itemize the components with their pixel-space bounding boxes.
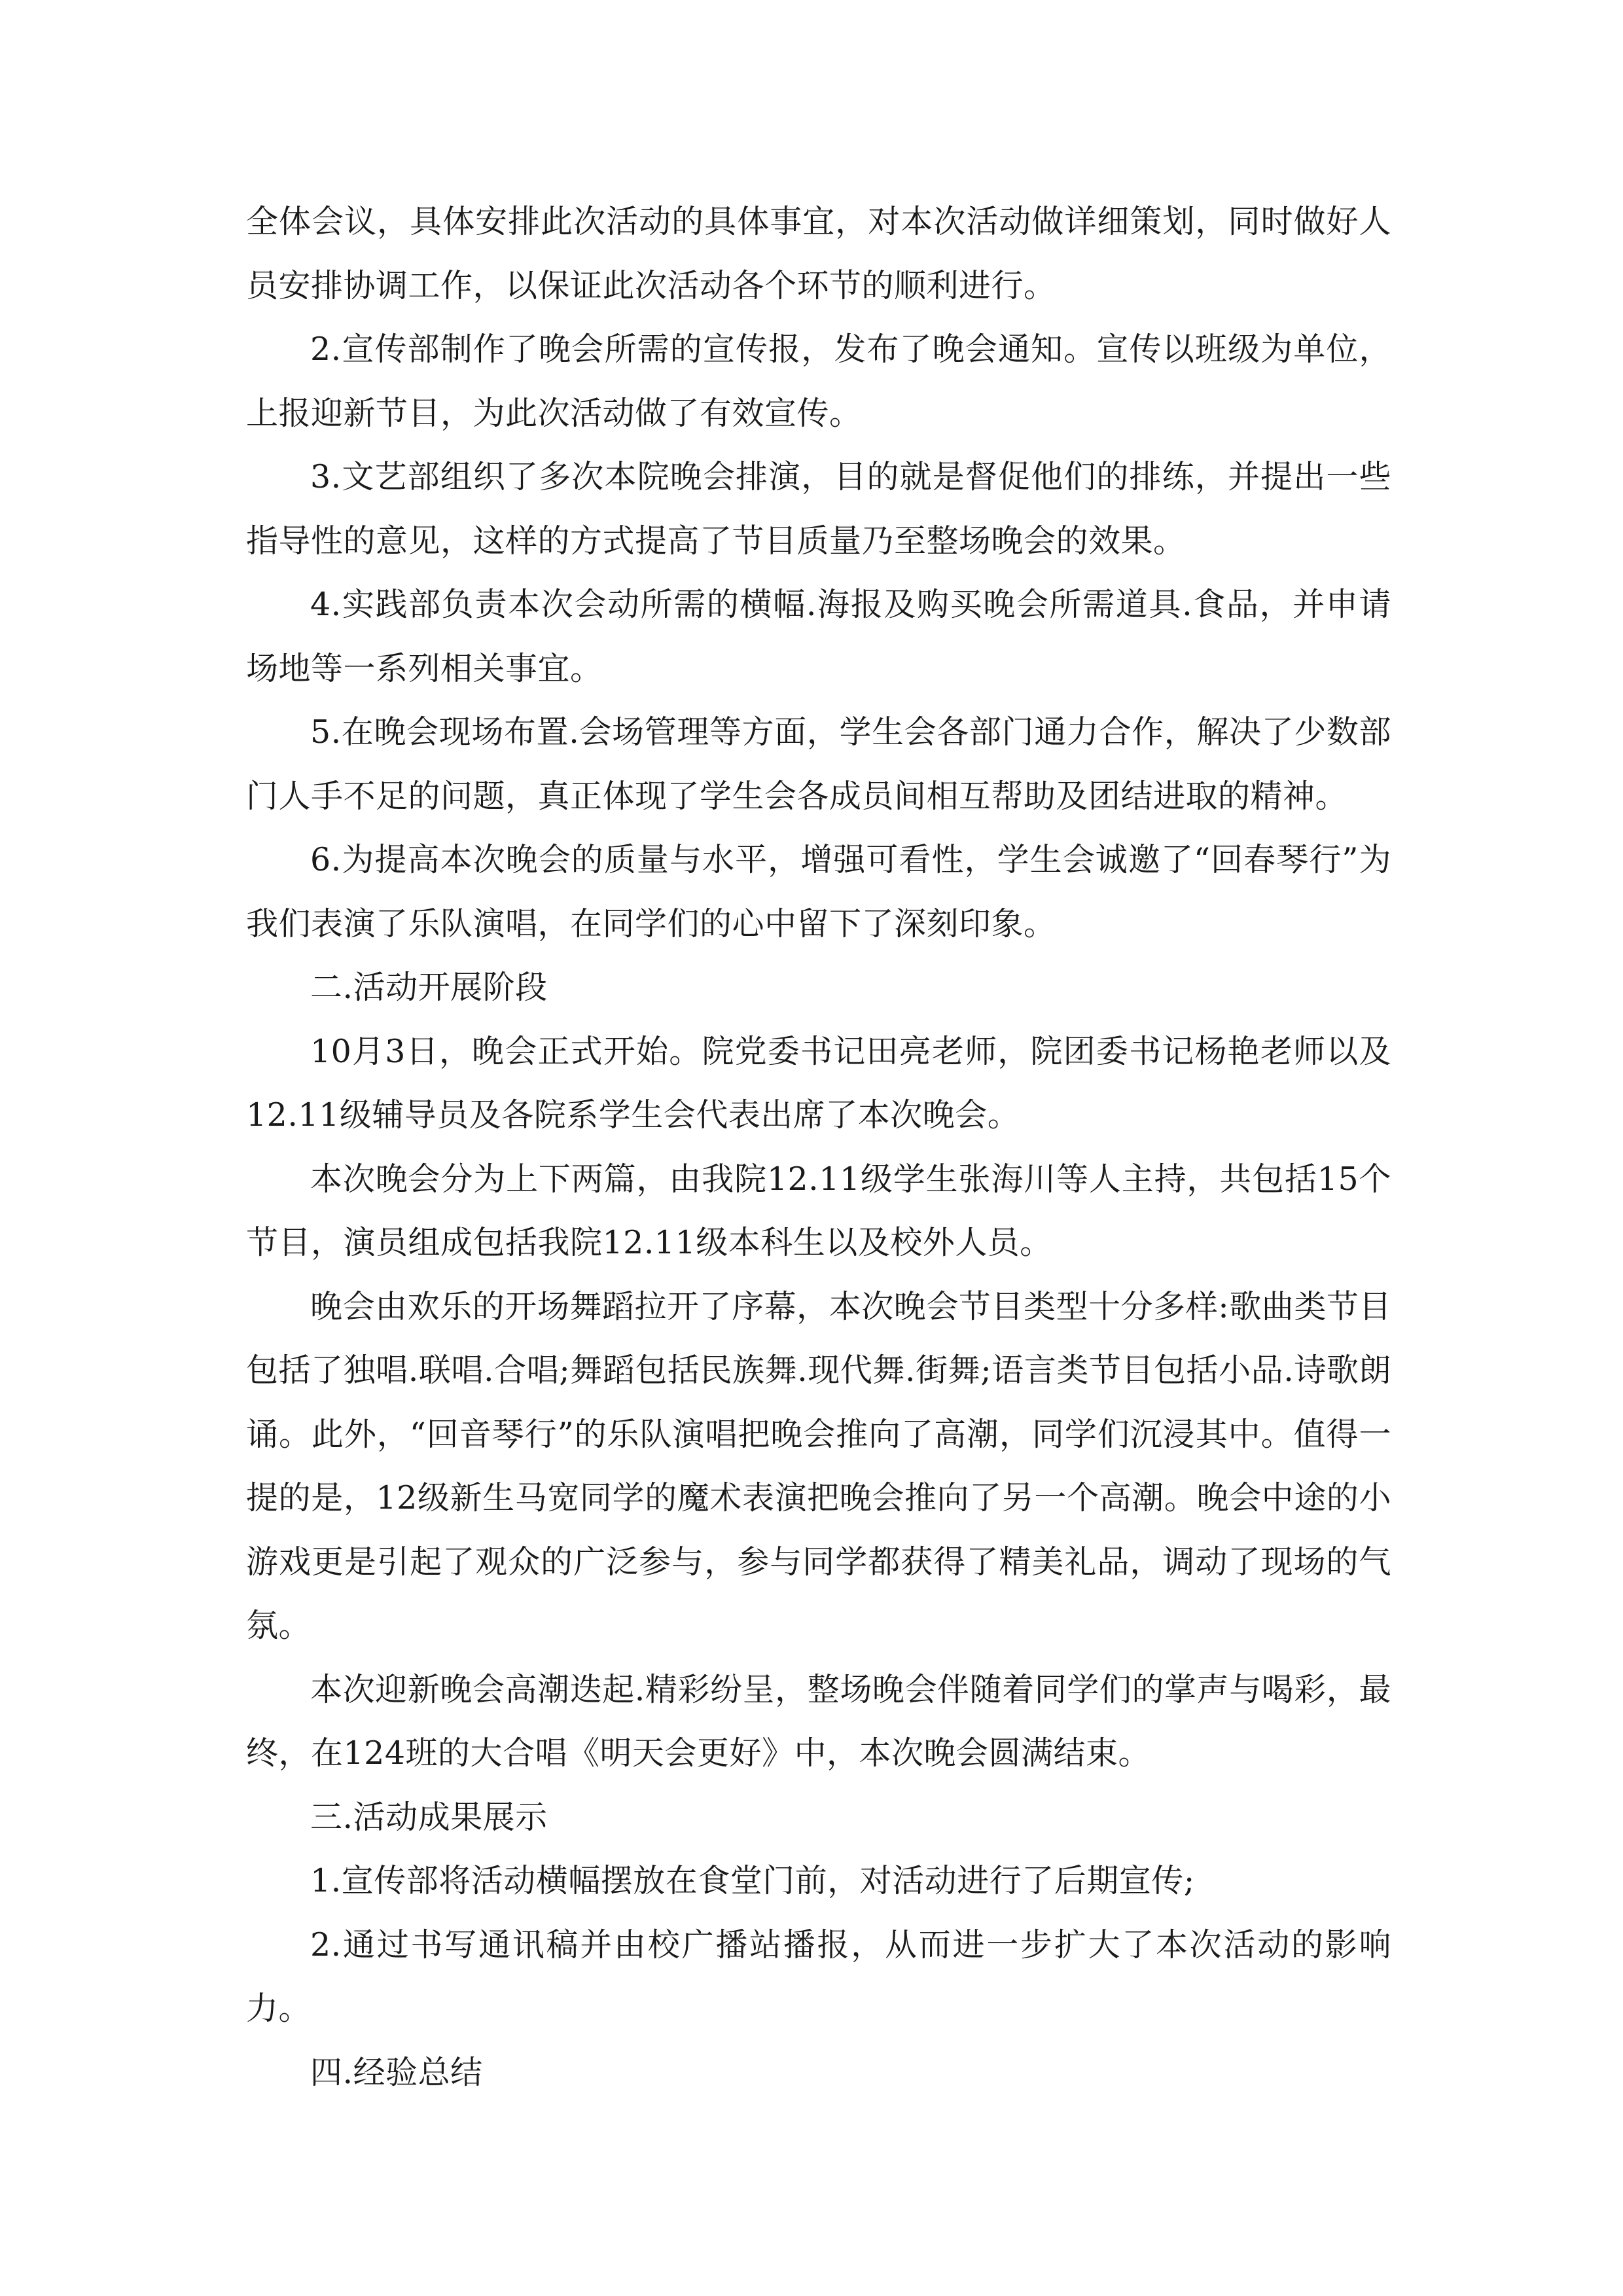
section-heading: 二.活动开展阶段 xyxy=(310,969,548,1006)
paragraph: 4.实践部负责本次会动所需的横幅.海报及购买晚会所需道具.食品，并申请场地等一系列相关事宜。 xyxy=(246,586,1391,687)
paragraph: 10月3日，晚会正式开始。院党委书记田亮老师，院团委书记杨艳老师以及12.11级辅导员及各院系学生会代表出席了本次晚会。 xyxy=(246,1032,1391,1134)
paragraph: 1.宣传部将活动横幅摆放在食堂门前，对活动进行了后期宣传; xyxy=(310,1862,1195,1899)
section-heading: 三.活动成果展示 xyxy=(310,1798,548,1836)
paragraph: 本次晚会分为上下两篇，由我院12.11级学生张海川等人主持，共包括15个节目，演员组成包括我院12.11级本科生以及校外人员。 xyxy=(246,1160,1391,1261)
paragraph: 5.在晚会现场布置.会场管理等方面，学生会各部门通力合作，解决了少数部门人手不足的问题，真正体现了学生会各成员间相互帮助及团结进取的精神。 xyxy=(246,713,1391,815)
document-body xyxy=(246,190,1391,2104)
paragraph: 晚会由欢乐的开场舞蹈拉开了序幕，本次晚会节目类型十分多样:歌曲类节目包括了独唱.联唱.合唱;舞蹈包括民族舞.现代舞.街舞;语言类节目包括小品.诗歌朗诵。此外，“回音琴行”的乐队演唱把晚会推向了高潮，同学们沉浸其中。值得一提的是，12级新生马宽同学的魔术表演把晚会推向了另一个高潮。晚会中途的小游戏更是引起了观众的广泛参与，参与同学都获得了精美礼品，调动了现场的气氛。 xyxy=(246,1287,1391,1644)
section-heading: 四.经验总结 xyxy=(310,2053,483,2091)
paragraph: 3.文艺部组织了多次本院晚会排演，目的就是督促他们的排练，并提出一些指导性的意见，这样的方式提高了节目质量乃至整场晚会的效果。 xyxy=(246,458,1391,560)
paragraph: 2.宣传部制作了晚会所需的宣传报，发布了晚会通知。宣传以班级为单位，上报迎新节目，为此次活动做了有效宣传。 xyxy=(246,331,1391,432)
paragraph: 本次迎新晚会高潮迭起.精彩纷呈，整场晚会伴随着同学们的掌声与喝彩，最终，在124班的大合唱《明天会更好》中，本次晚会圆满结束。 xyxy=(246,1670,1391,1772)
paragraph: 6.为提高本次晚会的质量与水平，增强可看性，学生会诚邀了“回春琴行”为我们表演了乐队演唱，在同学们的心中留下了深刻印象。 xyxy=(246,841,1391,942)
paragraph: 全体会议，具体安排此次活动的具体事宜，对本次活动做详细策划，同时做好人员安排协调工作，以保证此次活动各个环节的顺利进行。 xyxy=(246,203,1391,304)
paragraph: 2.通过书写通讯稿并由校广播站播报，从而进一步扩大了本次活动的影响力。 xyxy=(246,1926,1391,2027)
